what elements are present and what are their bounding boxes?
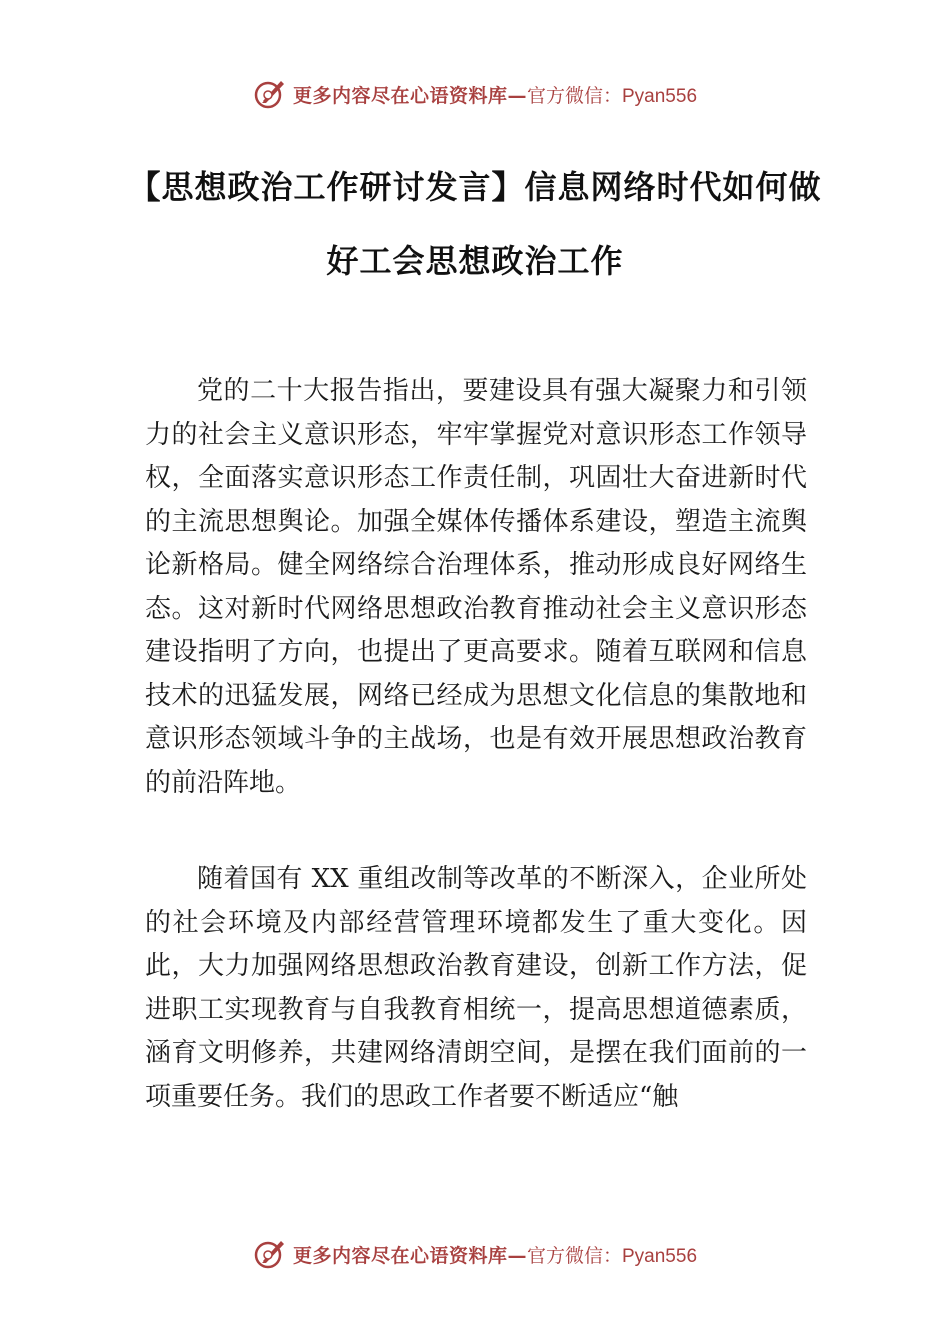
watermark-wechat: 官方微信：Pyan556 bbox=[527, 1245, 698, 1267]
paragraph-2: 随着国有 XX 重组改制等改革的不断深入，企业所处的社会环境及内部经营管理环境都发生了重大变化。因此，大力加强网络思想政治教育建设，创新工作方法，促进职工实现教育与自我教育相统一，提高思想道德素质，涵育文明修养，共建网络清朗空间，是摆在我们面前的一项重要任务。我们的思政工作者要不断适应“触 bbox=[145, 864, 807, 1112]
quill-pen-logo-icon bbox=[253, 1237, 287, 1271]
header-watermark bbox=[0, 74, 950, 114]
watermark-wechat: 官方微信：Pyan556 bbox=[527, 85, 698, 107]
page-title: 【思想政治工作研讨发言】信息网络时代如何做好工会思想政治工作 bbox=[128, 168, 822, 280]
footer-watermark bbox=[0, 1234, 950, 1274]
watermark-text: 更多内容尽在心语资料库— bbox=[292, 1244, 527, 1267]
watermark-text: 更多内容尽在心语资料库— bbox=[292, 84, 527, 107]
quill-pen-logo-icon bbox=[253, 77, 287, 111]
paragraph-1: 党的二十大报告指出，要建设具有强大凝聚力和引领力的社会主义意识形态，牢牢掌握党对意识形态工作领导权，全面落实意识形态工作责任制，巩固壮大奋进新时代的主流思想舆论。加强全媒体传播体系建设，塑造主流舆论新格局。健全网络综合治理体系，推动形成良好网络生态。这对新时代网络思想政治教育推动社会主义意识形态建设指明了方向，也提出了更高要求。随着互联网和信息技术的迅猛发展，网络已经成为思想文化信息的集散地和意识形态领域斗争的主战场，也是有效开展思想政治教育的前沿阵地。 bbox=[145, 376, 807, 798]
